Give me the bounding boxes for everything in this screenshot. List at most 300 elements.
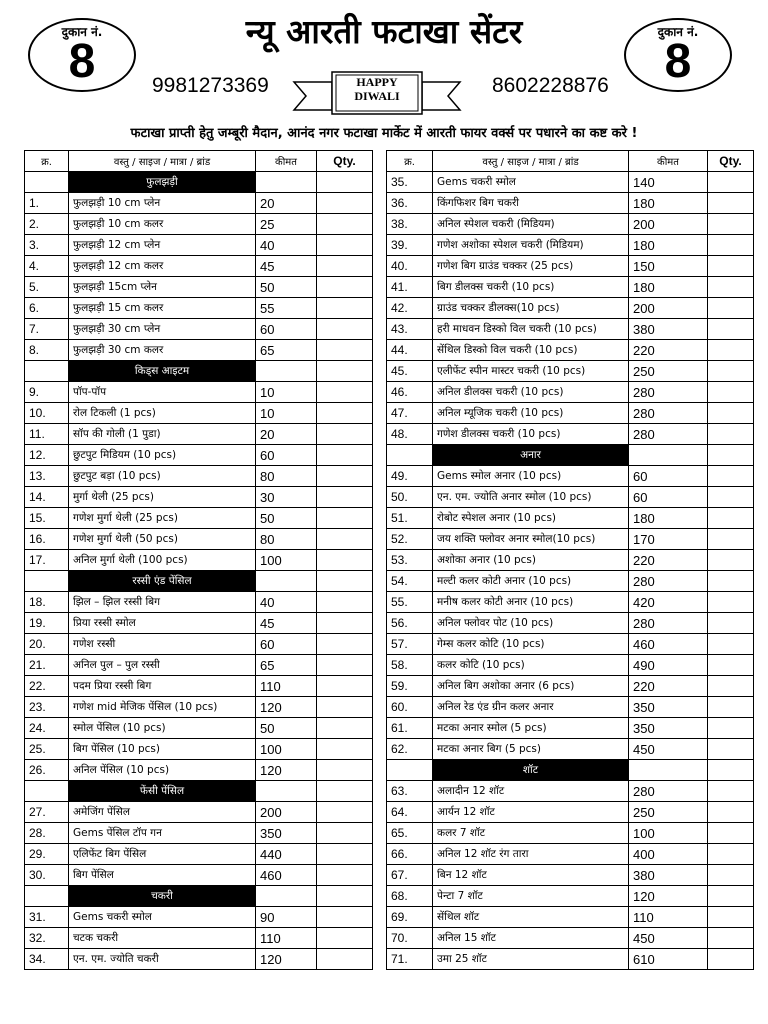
item-name: रोबोट स्पेशल अनार (10 pcs) <box>433 508 629 529</box>
serial-number: 65. <box>387 823 433 844</box>
item-price: 250 <box>629 802 708 823</box>
category-label: फुलझड़ी <box>69 172 256 193</box>
serial-number: 60. <box>387 697 433 718</box>
item-price: 120 <box>256 697 317 718</box>
quantity-cell[interactable] <box>317 655 373 676</box>
item-price: 350 <box>256 823 317 844</box>
quantity-cell[interactable] <box>708 424 754 445</box>
quantity-cell[interactable] <box>708 550 754 571</box>
item-name: पॉप-पॉप <box>69 382 256 403</box>
item-price: 150 <box>629 256 708 277</box>
table-row <box>25 235 373 256</box>
item-price: 20 <box>256 193 317 214</box>
item-price: 350 <box>629 718 708 739</box>
serial-number: 38. <box>387 214 433 235</box>
table-row <box>387 172 754 193</box>
serial-number: 9. <box>25 382 69 403</box>
category-label: फेंसी पेंसिल <box>69 781 256 802</box>
serial-number: 2. <box>25 214 69 235</box>
serial-number: 69. <box>387 907 433 928</box>
serial-number: 20. <box>25 634 69 655</box>
item-price: 220 <box>629 676 708 697</box>
quantity-cell[interactable] <box>708 739 754 760</box>
item-name: उमा 25 शॉट <box>433 949 629 970</box>
item-price: 280 <box>629 571 708 592</box>
category-spacer <box>256 781 317 802</box>
item-price: 10 <box>256 382 317 403</box>
quantity-cell[interactable] <box>708 676 754 697</box>
item-price: 60 <box>256 634 317 655</box>
quantity-cell[interactable] <box>317 235 373 256</box>
shop-number-label: दुकान नं. <box>657 25 699 39</box>
quantity-cell[interactable] <box>708 319 754 340</box>
item-price: 50 <box>256 508 317 529</box>
table-row <box>387 676 754 697</box>
serial-number: 6. <box>25 298 69 319</box>
table-row <box>387 592 754 613</box>
item-name: अनिल पेंसिल (10 pcs) <box>69 760 256 781</box>
serial-number: 14. <box>25 487 69 508</box>
table-row <box>25 739 373 760</box>
quantity-cell[interactable] <box>708 844 754 865</box>
category-label: अनार <box>433 445 629 466</box>
item-name: अशोका अनार (10 pcs) <box>433 550 629 571</box>
item-name: चटक चकरी <box>69 928 256 949</box>
quantity-cell[interactable] <box>708 718 754 739</box>
quantity-cell[interactable] <box>708 886 754 907</box>
quantity-cell[interactable] <box>317 529 373 550</box>
item-name: हरी माधवन डिस्को विल चकरी (10 pcs) <box>433 319 629 340</box>
item-name: बिग डीलक्स चकरी (10 pcs) <box>433 277 629 298</box>
quantity-cell[interactable] <box>708 907 754 928</box>
table-row <box>387 697 754 718</box>
quantity-cell[interactable] <box>317 487 373 508</box>
table-row <box>387 235 754 256</box>
quantity-cell[interactable] <box>317 718 373 739</box>
item-price: 200 <box>256 802 317 823</box>
item-price: 200 <box>629 298 708 319</box>
banner-line-2: DIWALI <box>354 89 400 103</box>
serial-number: 3. <box>25 235 69 256</box>
item-name: फुलझड़ी 30 cm कलर <box>69 340 256 361</box>
quantity-cell[interactable] <box>708 403 754 424</box>
category-spacer <box>387 445 433 466</box>
quantity-cell[interactable] <box>317 277 373 298</box>
table-row <box>25 697 373 718</box>
category-label: रस्सी एंड पेंसिल <box>69 571 256 592</box>
quantity-cell[interactable] <box>317 802 373 823</box>
table-row <box>25 193 373 214</box>
table-row <box>25 445 373 466</box>
serial-number: 28. <box>25 823 69 844</box>
item-name: फुलझड़ी 30 cm प्लेन <box>69 319 256 340</box>
item-name: मनीष कलर कोटी अनार (10 pcs) <box>433 592 629 613</box>
item-name: आर्यन 12 शॉट <box>433 802 629 823</box>
quantity-cell[interactable] <box>708 235 754 256</box>
serial-number: 61. <box>387 718 433 739</box>
category-row <box>25 571 373 592</box>
item-price: 120 <box>629 886 708 907</box>
item-price: 220 <box>629 550 708 571</box>
quantity-cell[interactable] <box>317 550 373 571</box>
quantity-cell[interactable] <box>317 739 373 760</box>
col-serial-header: क्र. <box>387 151 433 172</box>
item-price: 180 <box>629 235 708 256</box>
item-name: Gems चकरी स्मोल <box>69 907 256 928</box>
quantity-cell[interactable] <box>317 445 373 466</box>
item-price: 440 <box>256 844 317 865</box>
table-row <box>25 676 373 697</box>
item-name: एन. एम. ज्योति अनार स्मोल (10 pcs) <box>433 487 629 508</box>
quantity-cell[interactable] <box>708 928 754 949</box>
quantity-cell[interactable] <box>317 697 373 718</box>
quantity-cell[interactable] <box>317 634 373 655</box>
item-name: गेम्स कलर कोटि (10 pcs) <box>433 634 629 655</box>
table-row <box>25 844 373 865</box>
category-spacer <box>708 760 754 781</box>
serial-number: 51. <box>387 508 433 529</box>
category-spacer <box>25 571 69 592</box>
item-price: 110 <box>629 907 708 928</box>
table-row <box>25 382 373 403</box>
item-price: 280 <box>629 424 708 445</box>
quantity-cell[interactable] <box>708 340 754 361</box>
item-name: गणेश मुर्गा थेली (50 pcs) <box>69 529 256 550</box>
col-price-header: कीमत <box>256 151 317 172</box>
category-spacer <box>256 172 317 193</box>
serial-number: 44. <box>387 340 433 361</box>
table-row <box>25 277 373 298</box>
quantity-cell[interactable] <box>317 319 373 340</box>
table-row <box>387 655 754 676</box>
phone-number-left: 9981273369 <box>152 74 269 97</box>
table-row <box>387 424 754 445</box>
item-name: Gems चकरी स्मोल <box>433 172 629 193</box>
quantity-cell[interactable] <box>317 382 373 403</box>
category-row <box>25 781 373 802</box>
quantity-cell[interactable] <box>317 613 373 634</box>
table-row <box>387 529 754 550</box>
item-price: 55 <box>256 298 317 319</box>
serial-number: 59. <box>387 676 433 697</box>
item-name: अनिल डीलक्स चकरी (10 pcs) <box>433 382 629 403</box>
quantity-cell[interactable] <box>708 382 754 403</box>
category-spacer <box>708 445 754 466</box>
serial-number: 43. <box>387 319 433 340</box>
item-name: पेन्टा 7 शॉट <box>433 886 629 907</box>
item-name: जय शक्ति फ्लोवर अनार स्मोल(10 pcs) <box>433 529 629 550</box>
quantity-cell[interactable] <box>317 865 373 886</box>
quantity-cell[interactable] <box>708 697 754 718</box>
item-price: 65 <box>256 340 317 361</box>
serial-number: 19. <box>25 613 69 634</box>
table-row <box>25 424 373 445</box>
quantity-cell[interactable] <box>317 340 373 361</box>
table-row <box>387 886 754 907</box>
table-row <box>25 487 373 508</box>
table-row <box>25 823 373 844</box>
table-row <box>387 802 754 823</box>
quantity-cell[interactable] <box>317 676 373 697</box>
item-price: 45 <box>256 256 317 277</box>
item-price: 50 <box>256 277 317 298</box>
item-name: कलर 7 शॉट <box>433 823 629 844</box>
quantity-cell[interactable] <box>708 214 754 235</box>
item-price: 280 <box>629 613 708 634</box>
quantity-cell[interactable] <box>708 865 754 886</box>
serial-number: 11. <box>25 424 69 445</box>
serial-number: 15. <box>25 508 69 529</box>
item-name: छुटपुट मिडियम (10 pcs) <box>69 445 256 466</box>
serial-number: 35. <box>387 172 433 193</box>
table-row <box>387 256 754 277</box>
serial-number: 47. <box>387 403 433 424</box>
serial-number: 68. <box>387 886 433 907</box>
quantity-cell[interactable] <box>708 949 754 970</box>
item-name: गणेश डीलक्स चकरी (10 pcs) <box>433 424 629 445</box>
serial-number: 41. <box>387 277 433 298</box>
table-row <box>387 613 754 634</box>
quantity-cell[interactable] <box>708 298 754 319</box>
item-price: 100 <box>629 823 708 844</box>
table-row <box>387 214 754 235</box>
item-name: गणेश अशोका स्पेशल चकरी (मिडियम) <box>433 235 629 256</box>
quantity-cell[interactable] <box>317 592 373 613</box>
serial-number: 10. <box>25 403 69 424</box>
item-price: 80 <box>256 466 317 487</box>
serial-number: 50. <box>387 487 433 508</box>
item-price: 180 <box>629 508 708 529</box>
table-row <box>387 319 754 340</box>
quantity-cell[interactable] <box>708 256 754 277</box>
quantity-cell[interactable] <box>317 466 373 487</box>
item-price: 450 <box>629 739 708 760</box>
item-price: 120 <box>256 949 317 970</box>
quantity-cell[interactable] <box>708 592 754 613</box>
item-name: मटका अनार बिग (5 pcs) <box>433 739 629 760</box>
quantity-cell[interactable] <box>317 928 373 949</box>
serial-number: 29. <box>25 844 69 865</box>
serial-number: 32. <box>25 928 69 949</box>
item-name: अनिल म्यूजिक चकरी (10 pcs) <box>433 403 629 424</box>
serial-number: 17. <box>25 550 69 571</box>
serial-number: 25. <box>25 739 69 760</box>
table-row <box>387 781 754 802</box>
quantity-cell[interactable] <box>317 949 373 970</box>
shop-number-badge-right <box>624 18 732 92</box>
item-price: 400 <box>629 844 708 865</box>
category-spacer <box>256 361 317 382</box>
quantity-cell[interactable] <box>317 907 373 928</box>
table-row <box>25 592 373 613</box>
quantity-cell[interactable] <box>708 802 754 823</box>
item-name: ग्राउंड चक्कर डीलक्स(10 pcs) <box>433 298 629 319</box>
col-price-header: कीमत <box>629 151 708 172</box>
category-spacer <box>629 760 708 781</box>
serial-number: 53. <box>387 550 433 571</box>
item-price: 460 <box>629 634 708 655</box>
item-name: एलीफेंट स्पीन मास्टर चकरी (10 pcs) <box>433 361 629 382</box>
item-price: 180 <box>629 277 708 298</box>
item-name: गणेश रस्सी <box>69 634 256 655</box>
serial-number: 1. <box>25 193 69 214</box>
item-price: 90 <box>256 907 317 928</box>
quantity-cell[interactable] <box>708 487 754 508</box>
serial-number: 40. <box>387 256 433 277</box>
quantity-cell[interactable] <box>708 277 754 298</box>
serial-number: 54. <box>387 571 433 592</box>
serial-number: 7. <box>25 319 69 340</box>
quantity-cell[interactable] <box>317 403 373 424</box>
item-name: अनिल 12 शॉट रंग तारा <box>433 844 629 865</box>
quantity-cell[interactable] <box>708 466 754 487</box>
category-spacer <box>387 760 433 781</box>
quantity-cell[interactable] <box>317 298 373 319</box>
quantity-cell[interactable] <box>708 655 754 676</box>
category-spacer <box>317 781 373 802</box>
quantity-cell[interactable] <box>708 172 754 193</box>
item-name: फुलझड़ी 10 cm कलर <box>69 214 256 235</box>
quantity-cell[interactable] <box>708 361 754 382</box>
serial-number: 16. <box>25 529 69 550</box>
category-spacer <box>25 886 69 907</box>
item-name: झिल – झिल रस्सी बिग <box>69 592 256 613</box>
item-name: एलिफेंट बिग पेंसिल <box>69 844 256 865</box>
table-row <box>25 718 373 739</box>
table-row <box>387 193 754 214</box>
serial-number: 70. <box>387 928 433 949</box>
table-row <box>387 361 754 382</box>
item-price: 100 <box>256 550 317 571</box>
quantity-cell[interactable] <box>708 571 754 592</box>
serial-number: 55. <box>387 592 433 613</box>
serial-number: 8. <box>25 340 69 361</box>
category-label: शॉट <box>433 760 629 781</box>
quantity-cell[interactable] <box>708 634 754 655</box>
serial-number: 56. <box>387 613 433 634</box>
item-price: 350 <box>629 697 708 718</box>
category-row <box>387 445 754 466</box>
item-name: मटका अनार स्मोल (5 pcs) <box>433 718 629 739</box>
table-row <box>25 928 373 949</box>
table-row <box>25 802 373 823</box>
category-spacer <box>256 886 317 907</box>
item-name: गणेश mid मेजिक पेंसिल (10 pcs) <box>69 697 256 718</box>
table-row <box>25 655 373 676</box>
item-price: 100 <box>256 739 317 760</box>
serial-number: 71. <box>387 949 433 970</box>
serial-number: 22. <box>25 676 69 697</box>
serial-number: 57. <box>387 634 433 655</box>
item-name: सॉप की गोली (1 पुडा) <box>69 424 256 445</box>
quantity-cell[interactable] <box>708 508 754 529</box>
quantity-cell[interactable] <box>708 529 754 550</box>
shop-number-label: दुकान नं. <box>61 25 103 39</box>
quantity-cell[interactable] <box>708 781 754 802</box>
item-price: 60 <box>629 466 708 487</box>
category-spacer <box>256 571 317 592</box>
category-spacer <box>25 781 69 802</box>
serial-number: 30. <box>25 865 69 886</box>
col-qty-header: Qty. <box>708 151 754 172</box>
quantity-cell[interactable] <box>317 214 373 235</box>
table-header-row <box>387 151 754 172</box>
item-name: अनिल पुल – पुल रस्सी <box>69 655 256 676</box>
serial-number: 66. <box>387 844 433 865</box>
item-price: 50 <box>256 718 317 739</box>
serial-number: 62. <box>387 739 433 760</box>
item-price: 60 <box>256 319 317 340</box>
item-name: अनिल 15 शॉट <box>433 928 629 949</box>
item-price: 180 <box>629 193 708 214</box>
category-spacer <box>629 445 708 466</box>
item-name: पदम प्रिया रस्सी बिग <box>69 676 256 697</box>
quantity-cell[interactable] <box>317 424 373 445</box>
quantity-cell[interactable] <box>317 760 373 781</box>
happy-diwali-banner <box>340 75 414 103</box>
quantity-cell[interactable] <box>317 844 373 865</box>
category-row <box>387 760 754 781</box>
item-name: अमेजिंग पेंसिल <box>69 802 256 823</box>
item-price: 460 <box>256 865 317 886</box>
price-list-right <box>386 150 754 970</box>
shop-number: 8 <box>664 35 692 88</box>
serial-number: 49. <box>387 466 433 487</box>
item-name: सेंथिल डिस्को विल चकरी (10 pcs) <box>433 340 629 361</box>
table-row <box>387 403 754 424</box>
item-name: स्मोल पेंसिल (10 pcs) <box>69 718 256 739</box>
quantity-cell[interactable] <box>317 508 373 529</box>
table-row <box>387 382 754 403</box>
item-name: बिग पेंसिल (10 pcs) <box>69 739 256 760</box>
serial-number: 4. <box>25 256 69 277</box>
item-name: कलर कोटि (10 pcs) <box>433 655 629 676</box>
table-row <box>387 508 754 529</box>
quantity-cell[interactable] <box>317 256 373 277</box>
table-row <box>25 298 373 319</box>
serial-number: 48. <box>387 424 433 445</box>
table-row <box>387 928 754 949</box>
table-row <box>25 550 373 571</box>
table-row <box>25 256 373 277</box>
item-name: गणेश बिग ग्राउंड चक्कर (25 pcs) <box>433 256 629 277</box>
item-name: अनिल मुर्गा थेली (100 pcs) <box>69 550 256 571</box>
serial-number: 18. <box>25 592 69 613</box>
quantity-cell[interactable] <box>708 823 754 844</box>
table-row <box>387 865 754 886</box>
col-qty-header: Qty. <box>317 151 373 172</box>
category-spacer <box>25 361 69 382</box>
item-price: 280 <box>629 781 708 802</box>
quantity-cell[interactable] <box>708 613 754 634</box>
item-name: फुलझड़ी 15cm प्लेन <box>69 277 256 298</box>
item-price: 120 <box>256 760 317 781</box>
item-price: 450 <box>629 928 708 949</box>
item-name: छुटपुट बड़ा (10 pcs) <box>69 466 256 487</box>
category-label: चकरी <box>69 886 256 907</box>
serial-number: 63. <box>387 781 433 802</box>
category-spacer <box>25 172 69 193</box>
table-row <box>387 298 754 319</box>
item-price: 200 <box>629 214 708 235</box>
item-name: Gems स्मोल अनार (10 pcs) <box>433 466 629 487</box>
item-price: 80 <box>256 529 317 550</box>
quantity-cell[interactable] <box>708 193 754 214</box>
quantity-cell[interactable] <box>317 193 373 214</box>
serial-number: 42. <box>387 298 433 319</box>
quantity-cell[interactable] <box>317 823 373 844</box>
item-price: 25 <box>256 214 317 235</box>
